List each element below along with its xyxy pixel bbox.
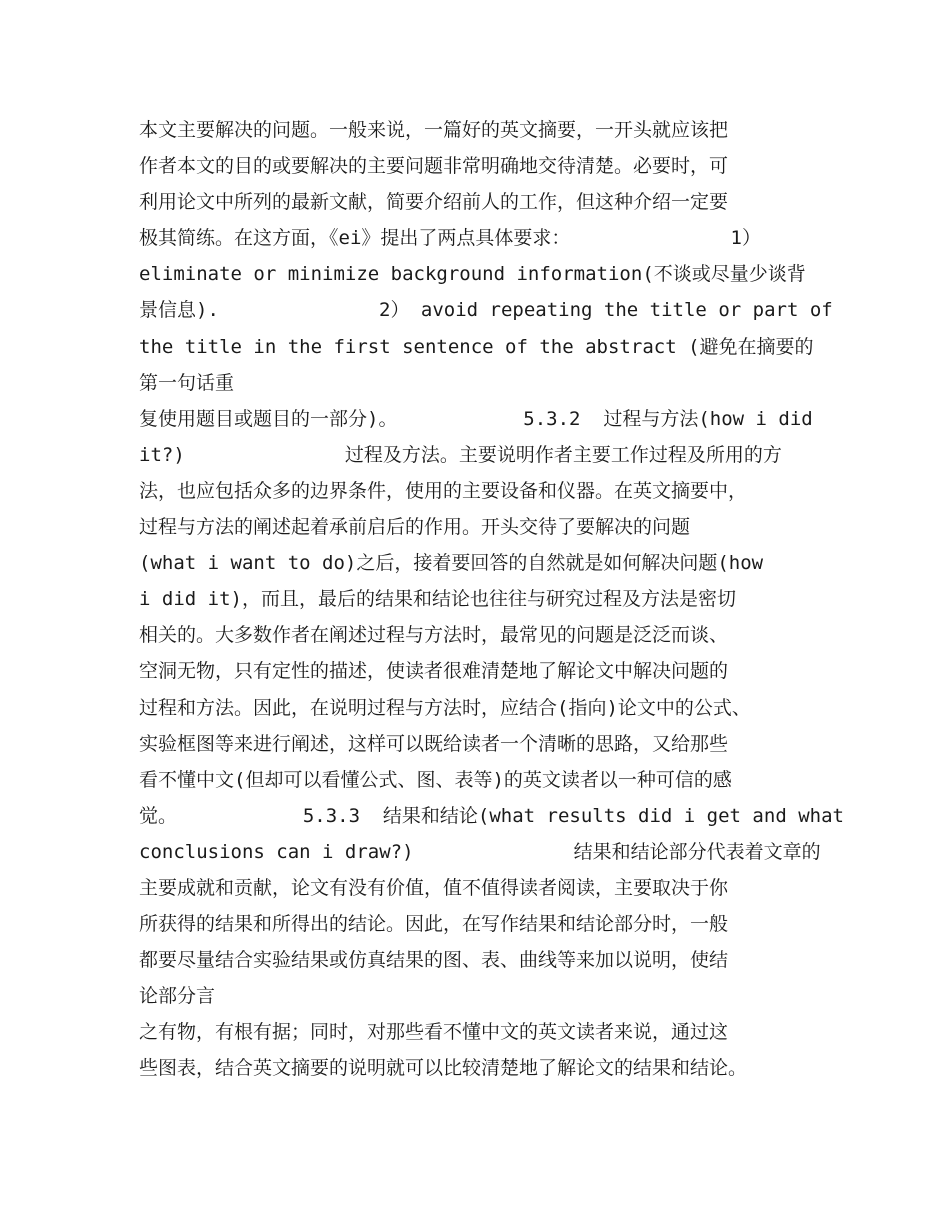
text-line-1: 本文主要解决的问题。一般来说，一篇好的英文摘要，一开头就应该把 (139, 119, 729, 141)
text-line-20: 觉。 5.3.3 结果和结论(what results did i get and what (139, 804, 844, 827)
text-line-17: 过程和方法。因此，在说明过程与方法时，应结合(指向)论文中的公式、 (139, 696, 751, 719)
text-line-4: 极其简练。在这方面，《ei》提出了两点具体要求： 1） (139, 227, 761, 250)
text-line-7: the title in the first sentence of the abstract (避免在摘要的 (139, 335, 814, 358)
text-line-27: 些图表，结合英文摘要的说明就可以比较清楚地了解论文的结果和结论。 (139, 1057, 748, 1080)
text-line-3: 利用论文中所列的最新文献，简要介绍前人的工作，但这种介绍一定要 (139, 191, 729, 214)
text-line-5: eliminate or minimize background information(不谈或尽量少谈背 (139, 263, 806, 286)
text-line-14: i did it)，而且，最后的结果和结论也往往与研究过程及方法是密切 (139, 588, 736, 611)
text-line-12: 过程与方法的阐述起着承前启后的作用。开头交待了要解决的问题 (139, 516, 691, 539)
text-line-22: 主要成就和贡献，论文有没有价值，值不值得读者阅读，主要取决于你 (139, 876, 729, 899)
text-line-21: conclusions can i draw?) 结果和结论部分代表着文章的 (139, 840, 821, 863)
body-text (139, 112, 844, 1087)
text-line-9: 复使用题目或题目的一部分)。 5.3.2 过程与方法(how i did (139, 407, 813, 430)
text-line-19: 看不懂中文(但却可以看懂公式、图、表等)的英文读者以一种可信的感 (139, 768, 732, 791)
text-line-18: 实验框图等来进行阐述，这样可以既给读者一个清晰的思路，又给那些 (139, 732, 729, 755)
text-line-8: 第一句话重 (139, 371, 235, 394)
text-line-24: 都要尽量结合实验结果或仿真结果的图、表、曲线等来加以说明，使结 (139, 949, 729, 972)
text-line-16: 空洞无物，只有定性的描述，使读者很难清楚地了解论文中解决问题的 (139, 660, 729, 683)
text-line-15: 相关的。大多数作者在阐述过程与方法时，最常见的问题是泛泛而谈、 (139, 624, 729, 647)
text-line-25: 论部分言 (139, 985, 216, 1008)
text-line-13: (what i want to do)之后，接着要回答的自然就是如何解决问题(how (139, 552, 764, 575)
text-line-23: 所获得的结果和所得出的结论。因此，在写作结果和结论部分时，一般 (139, 913, 729, 936)
text-line-6: 景信息). 2） avoid repeating the title or part of (139, 299, 833, 322)
text-line-2: 作者本文的目的或要解决的主要问题非常明确地交待清楚。必要时，可 (139, 155, 729, 178)
text-line-26: 之有物，有根有据；同时，对那些看不懂中文的英文读者来说，通过这 (139, 1021, 729, 1044)
text-line-10: it?) 过程及方法。主要说明作者主要工作过程及所用的方 (139, 443, 782, 466)
text-line-11: 法，也应包括众多的边界条件，使用的主要设备和仪器。在英文摘要中， (139, 479, 748, 502)
